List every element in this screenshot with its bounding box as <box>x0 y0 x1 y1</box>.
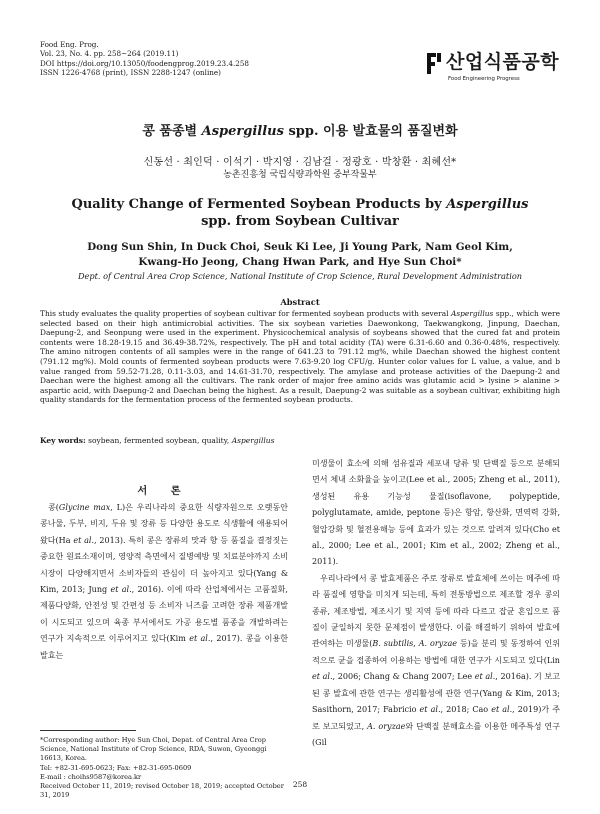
journal-logo <box>426 50 558 86</box>
abstract-text: spp., which were selected based on their high antimicrobial activities. The six soybean varieties Daewonkong, Taekwangkong, Jinpung, Daechan, Daepung-2, and Seonpung were used in the experiment. Physicochemical analysis of soybeans showed that the cured fat and protein contents were 18.28-19.15 and 36.49-38.72%, respectively. The pH and total acidity (TA) were 6.31-6.60 and 0.36-0.48%, respectively. The amino nitrogen contents of all samples were in the range of 641.23 to 791.12 mg%, while Daechan showed the highest content (791.12 mg%). Mold counts of fermented soybean products were 7.63-9.20 log CFU/g. Hunter color values for L value, a value, and b value ranged from 59.52-71.28, 0.11-3.03, and 14.61-31.70, respectively. The amylase and protease activities of the Daepung-2 and Daechan were the highest among all the cultivars. The rank order of major free amino acids was glutamic acid > lysine > alanine > aspartic acid, with Daepung-2 and Daechan being the highest. As a result, Daepung-2 was suitable as a soybean cultivar, exhibiting high quality standards for the fermentation process of the fermented soybean products. <box>40 309 560 405</box>
english-title <box>60 196 540 230</box>
introduction-heading: 서 론 <box>137 485 191 497</box>
keywords-label: Key words: <box>40 436 86 445</box>
abstract-intro: This study evaluates the quality properties of soybean cultivar for fermented soybean products with several <box>40 309 451 318</box>
keywords <box>40 436 560 445</box>
abstract-heading: Abstract <box>280 297 320 307</box>
doi-line[interactable]: DOI https://doi.org/10.13050/foodengprog.2019.23.4.258 <box>40 58 249 68</box>
keywords-italic: Aspergillus <box>231 436 275 445</box>
journal-name: Food Eng. Prog. <box>40 40 99 49</box>
english-authors <box>60 240 540 270</box>
korean-title-part1: 콩 품종별 <box>142 124 202 139</box>
logo-english-text: Food Engineering Progress <box>448 76 520 82</box>
english-affiliation: Dept. of Central Area Crop Science, National Institute of Crop Science, Rural Development Administration <box>77 271 523 281</box>
abstract-body <box>40 309 560 405</box>
corresponding-author: *Corresponding author: Hye Sun Choi, Depat. of Central Area Crop Science, National Institute of Crop Science, RDA, Suwon, Gyeonggi 16613, Korea. <box>40 736 267 763</box>
logo-mark-icon <box>426 52 442 75</box>
journal-metadata <box>40 40 340 77</box>
english-authors-line1: Dong Sun Shin, In Duck Choi, Seuk Ki Lee, Ji Young Park, Nam Geol Kim, <box>87 241 513 253</box>
english-title-part2: spp. from Soybean Cultivar <box>201 214 399 229</box>
intro-paragraph-1: 콩(Glycine max, L)은 우리나라의 중요한 식량자원으로 오랫동안 콩나물, 두부, 비지, 두유 및 장류 등 다양한 용도로 식생활에 애용되어 왔다(Ha et al., 2013). 특히 콩은 장류의 맛과 향 등 품질을 결정짓는 중요한 원료소재이며, 영양적 측면에서 질병예방 및 치료분야까지 소비시장이 다양해지면서 소비자들의 관심이 더 높아지고 있다(Yang & Kim, 2013; Jung et al., 2016). 이에 따라 산업체에서는 고품질화, 제품다양화, 안전성 및 간편성 등 소비자 니즈를 고려한 장류 제품개발이 시도되고 있으며 육종 부서에서도 가공 용도별 품종을 개발하려는 연구가 지속적으로 이루어지고 있다(Kim et al., 2017). 콩을 이용한 발효는 <box>40 503 289 660</box>
logo-korean-text: 산업식품공학 <box>446 51 560 73</box>
left-column-text <box>40 500 288 664</box>
email[interactable]: E-mail : choihs9587@korea.kr <box>40 772 142 781</box>
right-column-text <box>312 456 560 751</box>
intro-paragraph-2: 우리나라에서 콩 발효제품은 주로 장류로 발효체에 쓰이는 메주에 따라 품질에 영향을 미치게 되는데, 특히 전통방법으로 제조할 경우 콩의 종류, 제조방법, 제조시기 및 지역 등에 따라 다르고 잡균 혼입으로 품질이 균일하지 못한 문제점이 발생한다. 이를 해결하기 위하여 발효에 관여하는 미생물(B. subtilis, A. oryzae 등)을 분리 및 동정하여 인위적으로 균을 접종하여 이용하는 방법에 대한 연구가 시도되고 있다(Lin et al., 2006; Chang & Chang 2007; Lee et al., 2016a). 기 보고된 콩 발효에 관한 연구는 생리활성에 관한 연구(Yang & Kim, 2013; Sasithorn, 2017; Fabricio et al., 2018; Cao et al., 2019)가 주로 보고되었고, A. oryzae와 단백질 분해효소를 이용한 메주특성 연구(Gil <box>312 573 560 747</box>
korean-title-part2: spp. 이용 발효물의 품질변화 <box>283 124 458 139</box>
korean-title-italic: Aspergillus <box>201 124 284 139</box>
english-title-part1: Quality Change of Fermented Soybean Products by <box>71 197 447 212</box>
english-title-italic: Aspergillus <box>446 197 529 212</box>
page-number: 258 <box>292 780 308 789</box>
footnote <box>40 736 288 800</box>
abstract-italic-term: Aspergillus <box>450 309 494 318</box>
korean-affiliation: 농촌진흥청 국립식량과학원 중부작물부 <box>223 170 377 180</box>
english-authors-line2: Kwang-Ho Jeong, Chang Hwan Park, and Hye Sun Choi* <box>138 256 462 268</box>
issn-line: ISSN 1226-4768 (print), ISSN 2288-1247 (online) <box>40 67 221 77</box>
korean-authors: 신동선 · 최인덕 · 이석기 · 박지영 · 김남걸 · 정광호 · 박창환 · 최혜선* <box>143 157 457 168</box>
volume-line: Vol. 23, No. 4. pp. 258~264 (2019.11) <box>40 49 179 59</box>
keywords-list: soybean, fermented soybean, quality, <box>85 436 232 445</box>
korean-title <box>0 120 600 139</box>
tel-fax: Tel: +82-31-695-0623; Fax: +82-31-695-0609 <box>40 763 192 772</box>
received-dates: Received October 11, 2019; revised October 18, 2019; accepted October 31, 2019 <box>40 782 284 800</box>
footnote-divider <box>40 730 136 731</box>
intro-paragraph-continued: 미생물이 효소에 의해 섬유질과 세포내 당류 및 단백질 등으로 분해되면서 체내 소화율을 높이고(Lee et al., 2005; Zheng et al., 2011), 생성된 유용 기능성 물질(isoflavone, polypeptide, polyglutamate, amide, peptone 등)은 항암, 항산화, 면역력 강화, 혈압강화 및 혈전용해능 등에 효과가 있는 것으로 알려져 있다(Cho et al., 2000; Lee et al., 2001; Kim et al., 2002; Zheng et al., 2011). <box>312 459 560 567</box>
